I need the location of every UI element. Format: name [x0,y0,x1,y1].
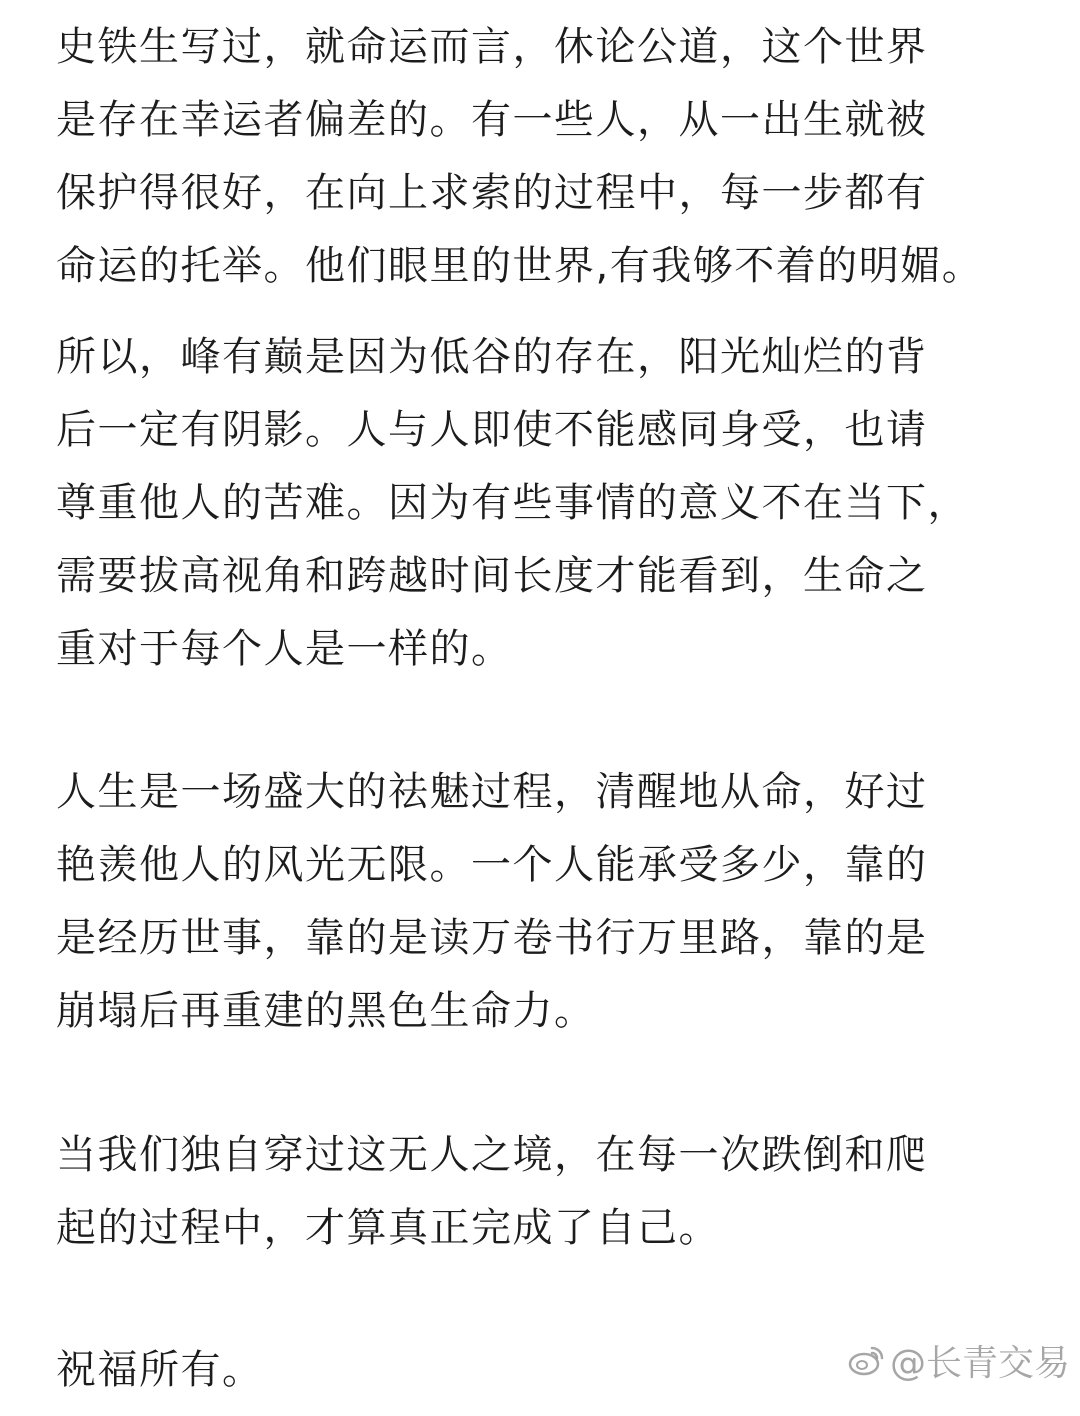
text-line: 崩塌后再重建的黑色生命力。 [56,988,596,1034]
text-line: 尊重他人的苦难。因为有些事情的意义不在当下， [56,480,969,526]
watermark [846,1335,1070,1385]
text-line: 当我们独自穿过这无人之境，在每一次跌倒和爬 [56,1132,928,1178]
text-line: 命运的托举。他们眼里的世界,有我够不着的明媚。 [56,243,984,289]
text-line: 艳羡他人的风光无限。一个人能承受多少，靠的 [56,842,928,888]
text-line: 起的过程中，才算真正完成了自己。 [56,1205,720,1251]
text-line: 重对于每个人是一样的。 [56,626,513,672]
text-line: 史铁生写过，就命运而言，休论公道，这个世界 [56,24,928,70]
text-line: 需要拔高视角和跨越时间长度才能看到，生命之 [56,553,928,599]
text-line: 是经历世事，靠的是读万卷书行万里路，靠的是 [56,915,928,961]
text-line: 祝福所有。 [56,1347,264,1393]
text-line: 所以，峰有巅是因为低谷的存在，阳光灿烂的背 [56,334,928,380]
text-line: 保护得很好，在向上求索的过程中，每一步都有 [56,170,928,216]
text-line: 后一定有阴影。人与人即使不能感同身受，也请 [56,407,928,453]
text-line: 是存在幸运者偏差的。有一些人，从一出生就被 [56,97,928,143]
text-line: 人生是一场盛大的祛魅过程，清醒地从命，好过 [56,769,928,815]
weibo-logo-icon [846,1340,886,1380]
watermark-text: @长青交易 [889,1342,1070,1384]
